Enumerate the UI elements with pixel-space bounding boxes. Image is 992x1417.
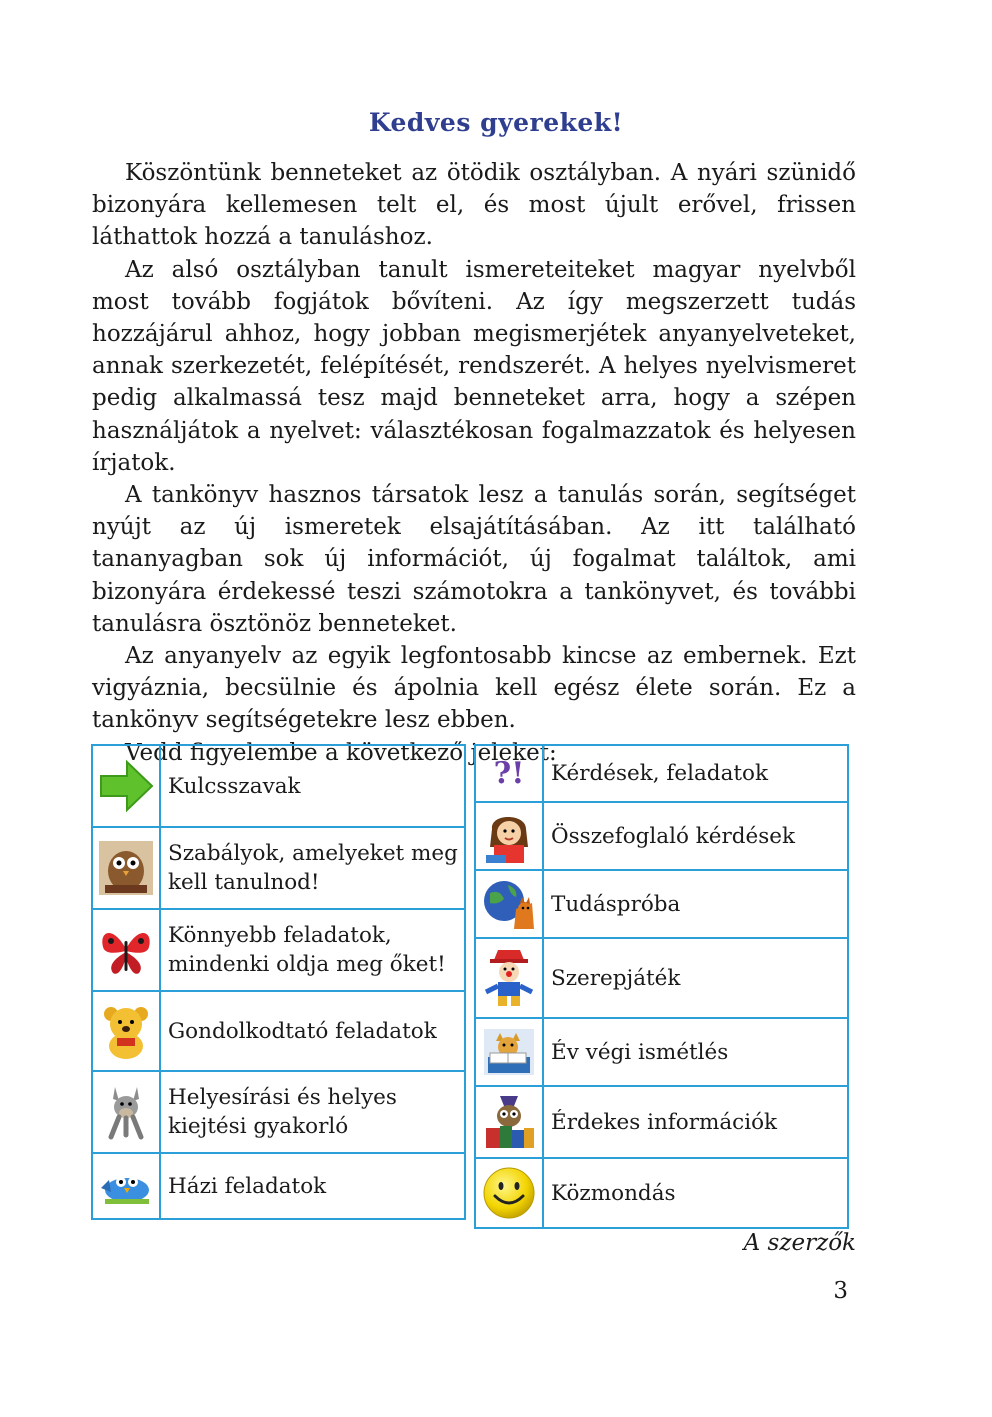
signature: A szerzők <box>743 1230 856 1256</box>
legend-row <box>475 1086 848 1158</box>
legend-label: Kulcsszavak <box>160 745 465 827</box>
legend-row <box>92 745 465 827</box>
thinking-girl-icon <box>475 802 543 870</box>
owl-books-icon <box>475 1086 543 1158</box>
paragraph: Az anyanyelv az egyik legfontosabb kincse az embernek. Ezt vigyáznia, becsülnie és ápolnia kell egész élete során. Ez a tankönyv segítségetekre lesz ebben. <box>92 643 856 734</box>
legend-table-right <box>474 744 849 1229</box>
paragraph: Köszöntünk benneteket az ötödik osztályban. A nyári szünidő bizonyára kellemesen telt el, és most újult erővel, frissen láthattok hozzá a tanuláshoz. <box>92 160 856 251</box>
donkey-icon <box>92 1071 160 1153</box>
legend-label: Helyesírási és helyes kiejtési gyakorló <box>160 1071 465 1153</box>
legend-row <box>475 938 848 1018</box>
legend-row <box>92 1071 465 1153</box>
legend-row <box>92 991 465 1071</box>
legend-label: Tudáspróba <box>543 870 848 938</box>
legend-label: Közmondás <box>543 1158 848 1228</box>
legend-label: Év végi ismétlés <box>543 1018 848 1086</box>
reading-cat-icon <box>475 1018 543 1086</box>
butterfly-icon <box>92 909 160 991</box>
legend-row <box>475 802 848 870</box>
legend-label: Gondolkodtató feladatok <box>160 991 465 1071</box>
legend-label: Házi feladatok <box>160 1153 465 1219</box>
body-text <box>92 157 856 769</box>
legend-table-left <box>91 744 466 1220</box>
green-arrow-icon <box>92 745 160 827</box>
legend-row <box>475 1018 848 1086</box>
question-exclamation-symbol: ?! <box>493 756 525 791</box>
clown-icon <box>475 938 543 1018</box>
legend-row <box>475 1158 848 1228</box>
globe-fox-icon <box>475 870 543 938</box>
legend-row <box>475 870 848 938</box>
legend-row <box>92 1153 465 1219</box>
smiley-icon <box>475 1158 543 1228</box>
question-exclamation-icon <box>475 745 543 802</box>
legend-row <box>92 909 465 991</box>
paragraph: Vedd figyelembe a következő jeleket: <box>125 739 557 766</box>
legend-label: Könnyebb feladatok, mindenki oldja meg őket! <box>160 909 465 991</box>
legend-label: Összefoglaló kérdések <box>543 802 848 870</box>
legend-label: Érdekes információk <box>543 1086 848 1158</box>
owl-teacher-icon <box>92 827 160 909</box>
bear-icon <box>92 991 160 1071</box>
legend-label: Kérdések, feladatok <box>543 745 848 802</box>
page-title: Kedves gyerekek! <box>368 108 624 137</box>
legend-row <box>92 827 465 909</box>
bird-icon <box>92 1153 160 1219</box>
legend-label: Szabályok, amelyeket meg kell tanulnod! <box>160 827 465 909</box>
paragraph: A tankönyv hasznos társatok lesz a tanulás során, segítséget nyújt az új ismeretek elsajátításában. Az itt található tananyagban sok új információt, új fogalmat találtok, ami bizonyára érdekessé teszi számotokra a tankönyvet, és további tanulásra ösztönöz benneteket. <box>92 482 856 637</box>
paragraph: Az alsó osztályban tanult ismereteiteket magyar nyelvből most tovább fogjátok bővíteni. Az így megszerzett tudás hozzájárul ahhoz, hogy jobban megismerjétek anyanyelveteket, annak szerkezetét, felépítését, rendszerét. A helyes nyelvismeret pedig alkalmassá tesz majd benneteket arra, hogy a szépen használjátok a nyelvet: választékosan fogalmazzatok és helyesen írjatok. <box>92 256 856 476</box>
page-number: 3 <box>833 1278 848 1304</box>
legend-label: Szerepjáték <box>543 938 848 1018</box>
legend-row <box>475 745 848 802</box>
